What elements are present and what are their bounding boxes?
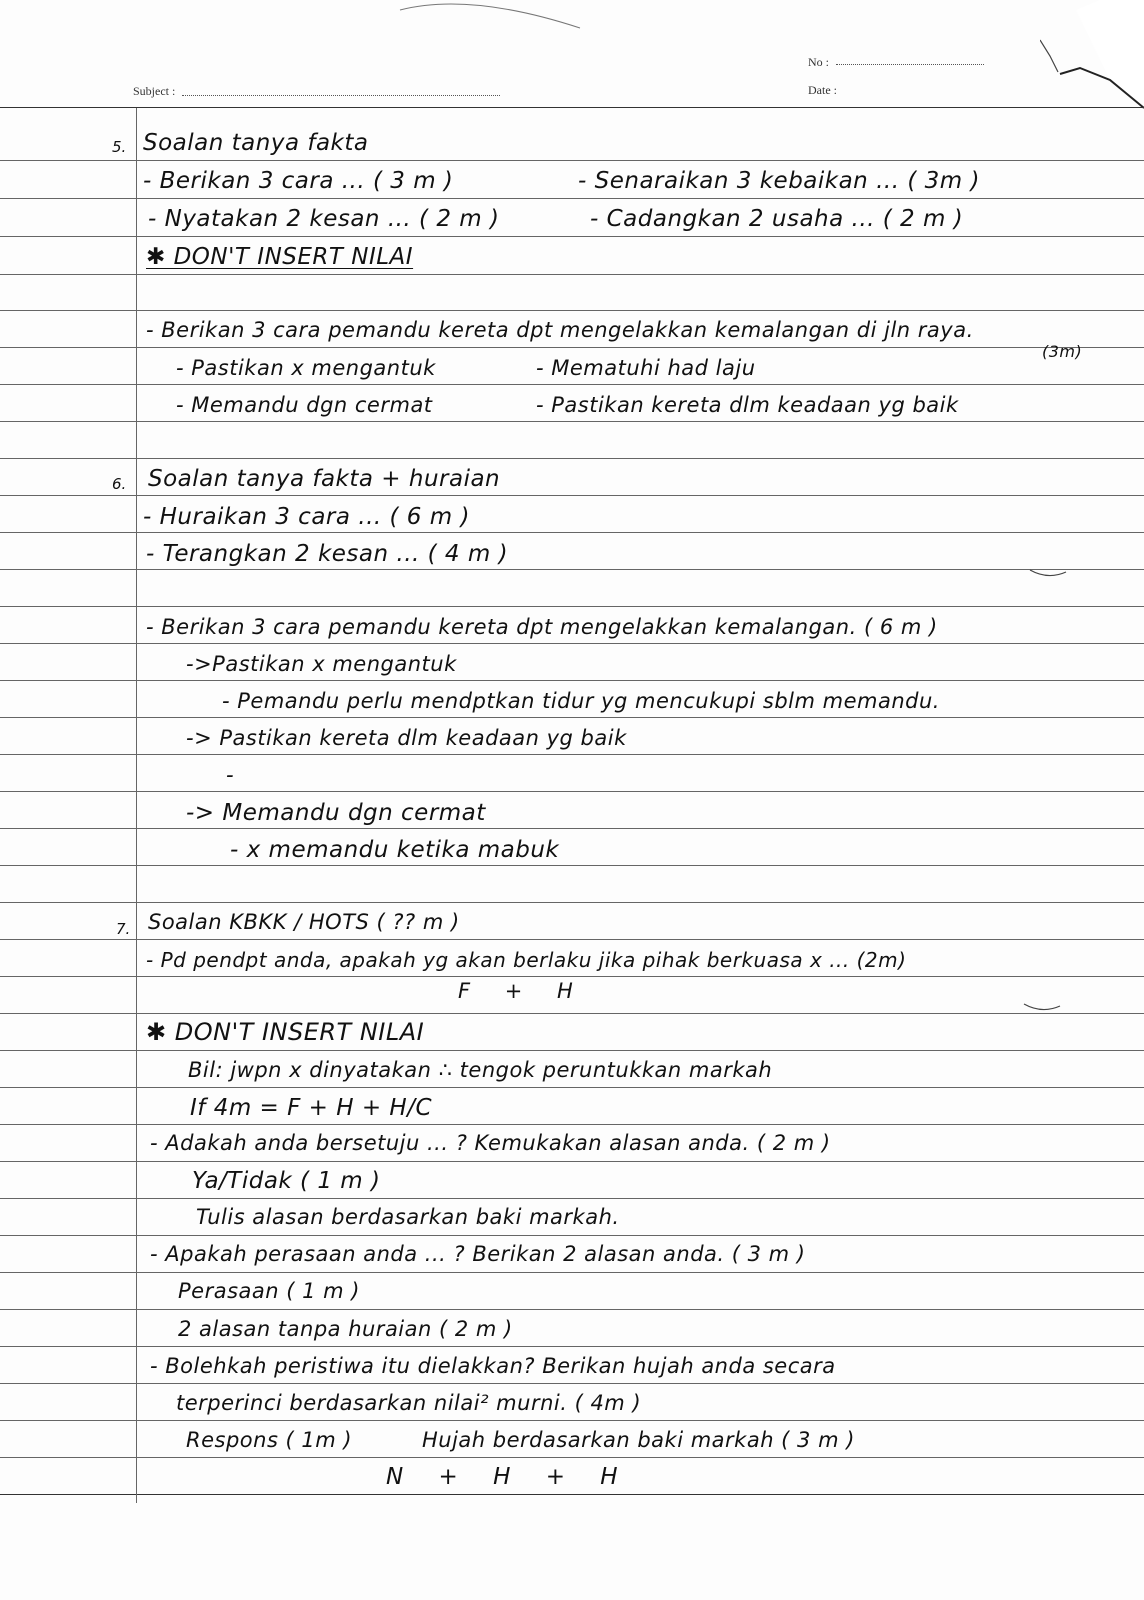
q7-number: 7. [116, 920, 131, 938]
rule-line [0, 717, 1144, 718]
q7-title: Soalan KBKK / HOTS ( ?? m ) [148, 910, 460, 934]
no-label: No : [808, 55, 829, 69]
scan-mark-icon [380, 0, 600, 30]
q6-answer-6: - x memandu ketika mabuk [230, 837, 560, 863]
q7-line-1-sub: F + H [458, 979, 587, 1003]
q5-number: 5. [112, 138, 127, 156]
rule-line [0, 828, 1144, 829]
q7-terperinci: terperinci berdasarkan nilai² murni. ( 4m ) [176, 1391, 642, 1415]
rule-line [0, 160, 1144, 161]
rule-line [0, 643, 1144, 644]
rule-line [0, 1235, 1144, 1236]
q5-line-3: - Nyatakan 2 kesan ... ( 2 m ) [148, 206, 500, 232]
rule-line [0, 1346, 1144, 1347]
rule-line [0, 680, 1144, 681]
q5-answer-3: - Memandu dgn cermat [176, 393, 433, 417]
q6-answer-1: ->Pastikan x mengantuk [186, 652, 457, 676]
rule-line [0, 976, 1144, 977]
q6-title: Soalan tanya fakta + huraian [148, 466, 501, 492]
rule-line [0, 1457, 1144, 1458]
q7-perasaan: Perasaan ( 1 m ) [178, 1279, 360, 1303]
q7-ya-tidak: Ya/Tidak ( 1 m ) [192, 1168, 381, 1194]
rule-line [0, 1272, 1144, 1273]
no-field [836, 64, 984, 65]
rule-line [0, 902, 1144, 903]
rule-line [0, 1013, 1144, 1014]
bottom-rule [0, 1494, 1144, 1495]
q5-line-1: - Berikan 3 cara ... ( 3 m ) [143, 168, 454, 194]
rule-line [0, 1050, 1144, 1051]
q7-adakah: - Adakah anda bersetuju ... ? Kemukakan alasan anda. ( 2 m ) [150, 1131, 831, 1155]
q7-tulis: Tulis alasan berdasarkan baki markah. [196, 1205, 620, 1229]
q5-example-marks: (3m) [1042, 342, 1083, 361]
q5-answer-2: - Mematuhi had laju [536, 356, 756, 380]
q7-dont-insert: ✱ DON'T INSERT NILAI [146, 1018, 425, 1046]
q7-hujah: Hujah berdasarkan baki markah ( 3 m ) [422, 1428, 855, 1452]
rule-line [0, 198, 1144, 199]
rule-line [0, 236, 1144, 237]
rule-line [0, 384, 1144, 385]
torn-corner-icon [1040, 0, 1144, 110]
q6-answer-3: -> Pastikan kereta dlm keadaan yg baik [186, 726, 627, 750]
rule-line [0, 1124, 1144, 1125]
q7-dua-alasan: 2 alasan tanpa huraian ( 2 m ) [178, 1317, 513, 1341]
rule-line [0, 458, 1144, 459]
rule-line [0, 606, 1144, 607]
rule-line [0, 569, 1144, 570]
rule-line [0, 310, 1144, 311]
q7-bil-line: Bil: jwpn x dinyatakan ∴ tengok peruntukkan markah [188, 1058, 773, 1082]
q6-line-1: - Huraikan 3 cara ... ( 6 m ) [143, 504, 470, 530]
q6-answer-4: - [226, 763, 235, 787]
rule-line [0, 495, 1144, 496]
q5-dont-insert: ✱ DON'T INSERT NILAI [146, 244, 414, 270]
rule-line [0, 1309, 1144, 1310]
q5-answer-4: - Pastikan kereta dlm keadaan yg baik [536, 393, 959, 417]
rule-line [0, 1087, 1144, 1088]
date-label: Date : [808, 83, 837, 97]
rule-line [0, 791, 1144, 792]
q7-nhh: N + H + H [386, 1464, 632, 1490]
rule-line [0, 421, 1144, 422]
q6-example: - Berikan 3 cara pemandu kereta dpt mengelakkan kemalangan. ( 6 m ) [146, 615, 938, 639]
rule-line [0, 754, 1144, 755]
rule-line [0, 347, 1144, 348]
rule-line [0, 274, 1144, 275]
header-rule [0, 107, 1144, 108]
rule-line [0, 1161, 1144, 1162]
rule-line [0, 532, 1144, 533]
q6-line-2: - Terangkan 2 kesan ... ( 4 m ) [146, 541, 509, 567]
subject-field [182, 95, 500, 96]
q6-number: 6. [112, 475, 127, 493]
rule-line [0, 865, 1144, 866]
rule-line [0, 1383, 1144, 1384]
q7-bolehkah: - Bolehkah peristiwa itu dielakkan? Berikan hujah anda secara [150, 1354, 836, 1378]
q7-line-1: - Pd pendpt anda, apakah yg akan berlaku jika pihak berkuasa x ... (2m) [146, 948, 907, 972]
q5-title: Soalan tanya fakta [143, 130, 369, 156]
q6-answer-2: - Pemandu perlu mendptkan tidur yg mencukupi sblm memandu. [222, 689, 940, 713]
q5-line-2: - Senaraikan 3 kebaikan ... ( 3m ) [578, 168, 980, 194]
punch-mark-icon [1022, 1000, 1062, 1014]
q5-line-4: - Cadangkan 2 usaha ... ( 2 m ) [590, 206, 964, 232]
margin-line [136, 108, 137, 1503]
punch-mark-icon [1028, 566, 1068, 580]
rule-line [0, 939, 1144, 940]
q7-apakah: - Apakah perasaan anda ... ? Berikan 2 alasan anda. ( 3 m ) [150, 1242, 806, 1266]
q7-if-line: If 4m = F + H + H/C [190, 1095, 433, 1121]
q5-example: - Berikan 3 cara pemandu kereta dpt mengelakkan kemalangan di jln raya. [146, 318, 974, 342]
rule-line [0, 1198, 1144, 1199]
q5-answer-1: - Pastikan x mengantuk [176, 356, 436, 380]
q6-answer-5: -> Memandu dgn cermat [186, 800, 486, 826]
q7-respons: Respons ( 1m ) [186, 1428, 353, 1452]
rule-line [0, 1420, 1144, 1421]
subject-label: Subject : [133, 84, 176, 98]
